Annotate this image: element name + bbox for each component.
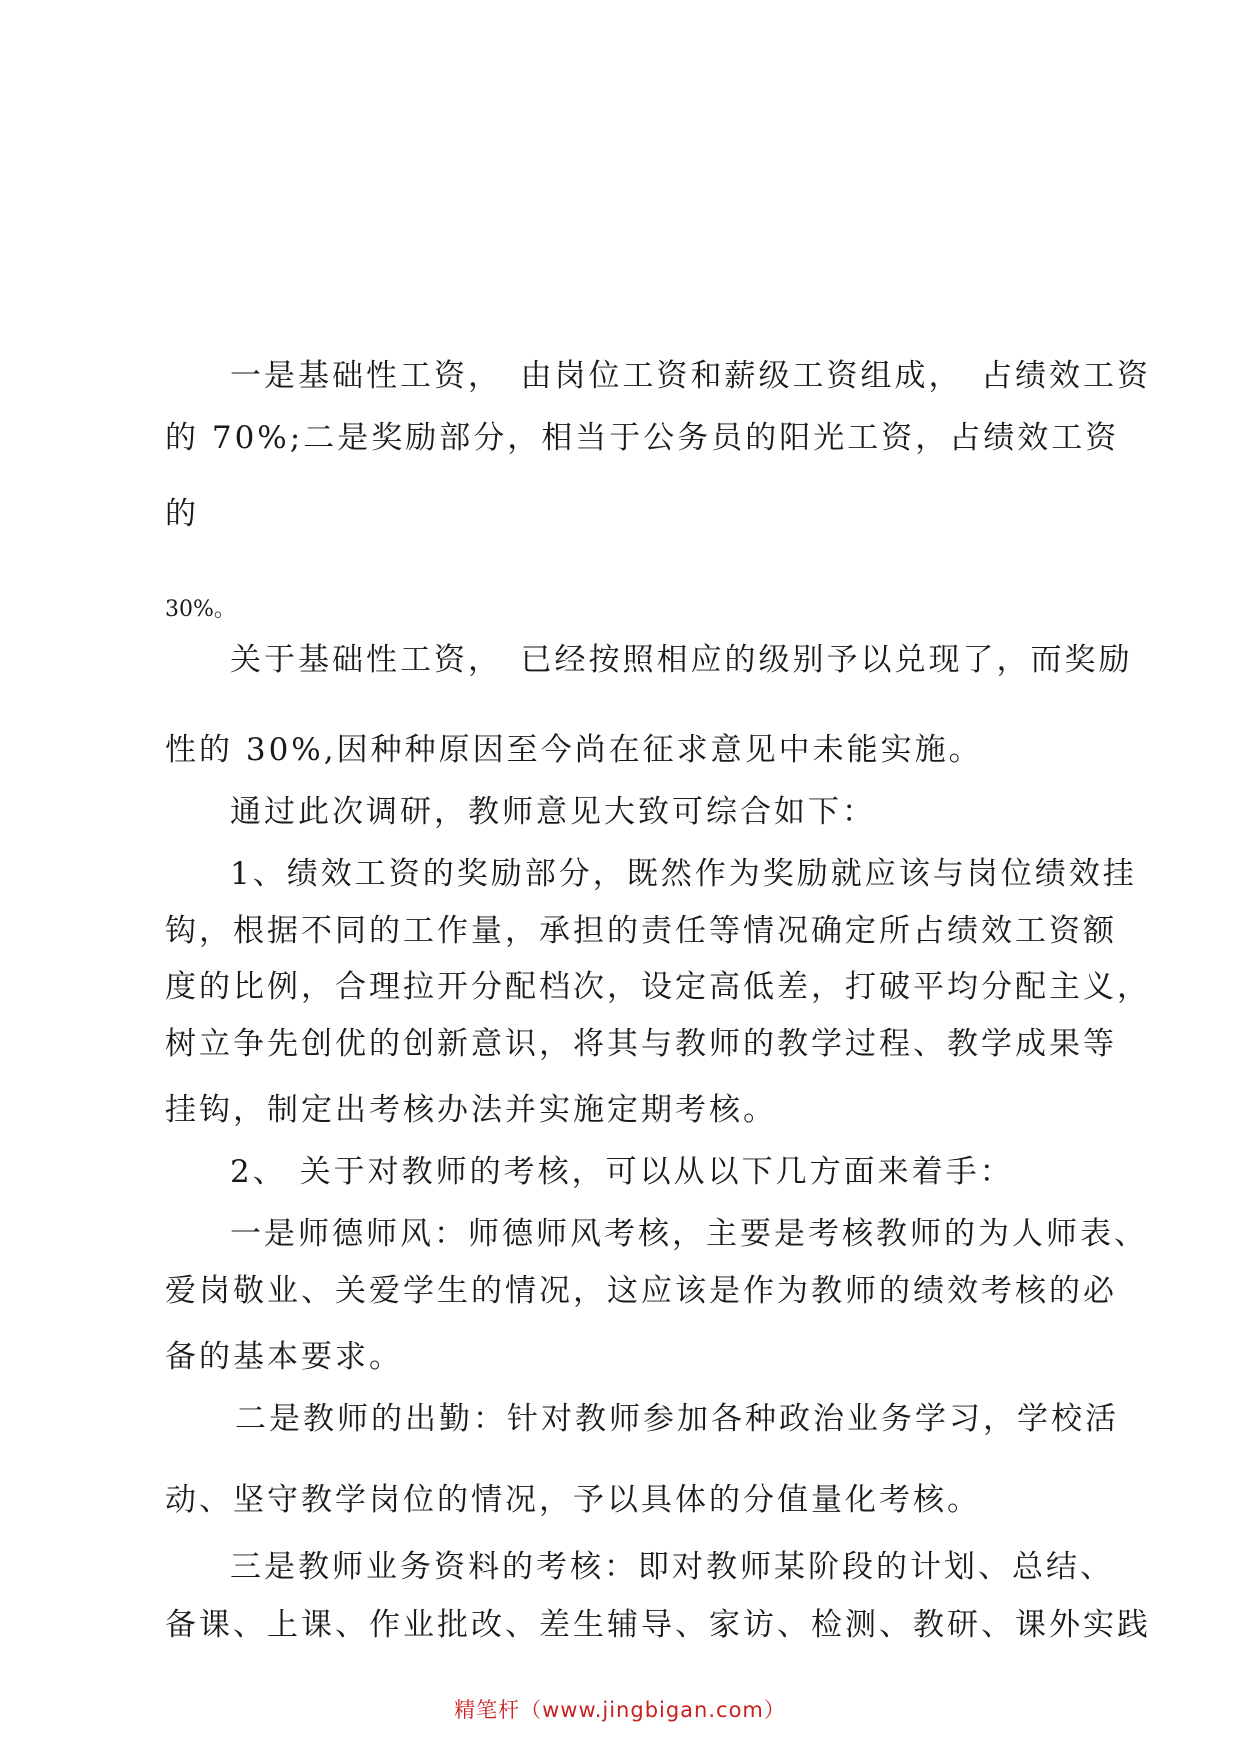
paragraph-line: 30%。 (165, 597, 236, 622)
paragraph-line: 的 (165, 496, 199, 532)
paragraph-line: 一是基础性工资， 由岗位工资和薪级工资组成， 占绩效工资 (230, 358, 1151, 394)
paragraph-line: 挂钩，制定出考核办法并实施定期考核。 (165, 1092, 777, 1128)
paragraph-line: 的 70%;二是奖励部分，相当于公务员的阳光工资，占绩效工资 (165, 420, 1120, 456)
paragraph-line: 1、绩效工资的奖励部分，既然作为奖励就应该与岗位绩效挂 (230, 856, 1137, 892)
paragraph-line: 通过此次调研，教师意见大致可综合如下： (230, 794, 876, 830)
paragraph-line: 性的 30%,因种种原因至今尚在征求意见中未能实施。 (165, 732, 983, 768)
paragraph-line: 钩，根据不同的工作量，承担的责任等情况确定所占绩效工资额 (165, 913, 1117, 949)
footer-watermark: 精笔杆（www.jingbigan.com） (454, 1698, 786, 1722)
paragraph-line: 关于基础性工资， 已经按照相应的级别予以兑现了，而奖励 (230, 642, 1133, 678)
paragraph-line: 动、坚守教学岗位的情况，予以具体的分值量化考核。 (165, 1482, 981, 1518)
paragraph-line: 度的比例，合理拉开分配档次，设定高低差，打破平均分配主义， (165, 969, 1151, 1005)
paragraph-line: 树立争先创优的创新意识，将其与教师的教学过程、教学成果等 (165, 1026, 1117, 1062)
paragraph-line: 2、 关于对教师的考核，可以从以下几方面来着手： (230, 1154, 1014, 1190)
paragraph-line: 备的基本要求。 (165, 1339, 403, 1375)
paragraph-line: 二是教师的出勤：针对教师参加各种政治业务学习，学校活 (235, 1401, 1119, 1437)
paragraph-line: 三是教师业务资料的考核：即对教师某阶段的计划、总结、 (230, 1549, 1114, 1585)
paragraph-line: 一是师德师风：师德师风考核，主要是考核教师的为人师表、 (230, 1216, 1148, 1252)
paragraph-line: 爱岗敬业、关爱学生的情况，这应该是作为教师的绩效考核的必 (165, 1273, 1117, 1309)
paragraph-line: 备课、上课、作业批改、差生辅导、家访、检测、教研、课外实践 (165, 1607, 1151, 1643)
